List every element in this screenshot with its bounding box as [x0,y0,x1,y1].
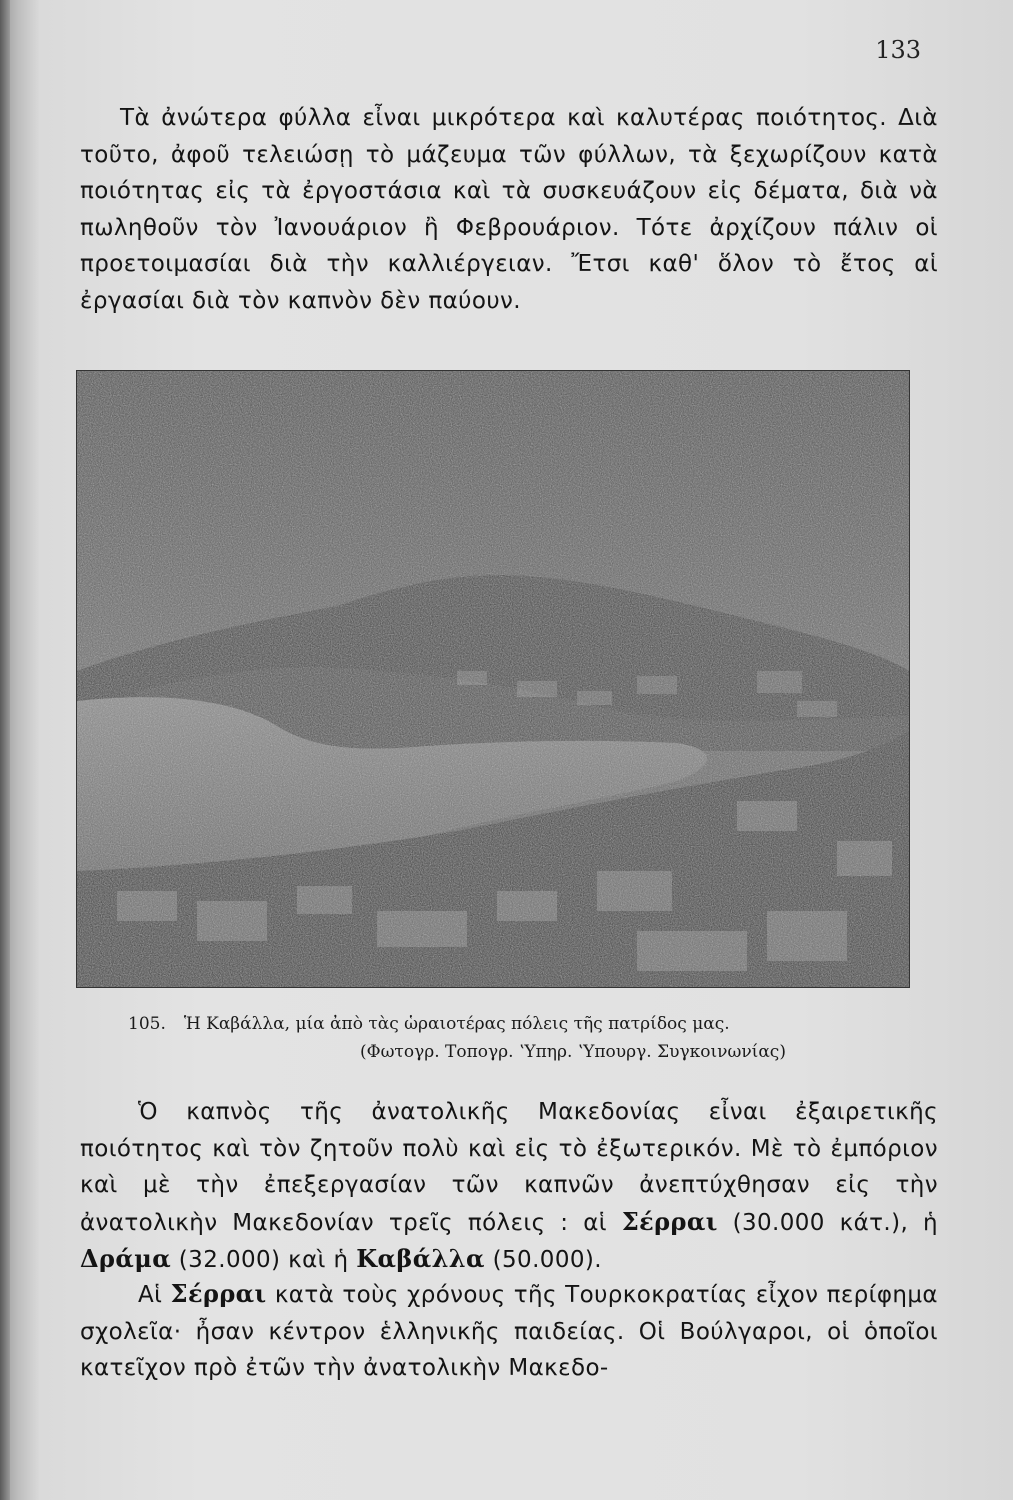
city-drama: Δράμα [80,1244,172,1273]
city-serrai-2: Σέρραι [170,1279,267,1308]
figure-number: 105. [128,1014,166,1034]
p3-text-2: κατὰ τοὺς χρόνους τῆς Τουρκοκρατίας εἶχον περίφημα σχολεῖα· ἦσαν κέντρον ἑλληνικῆς παιδείας. Οἱ Βούλγαροι, οἱ ὁποῖοι κατεῖχον πρὸ ἐτῶν τὴν ἀνατολικὴν Μακεδο- [80,1282,938,1381]
paragraph-macedonia-tobacco [80,1094,938,1279]
paragraph-serrai-schools [80,1276,938,1387]
p2-text-4: (50.000). [484,1247,602,1273]
caption-photo-credit: (Φωτογρ. Τοπογρ. ʽΥπηρ. ʽΥπουργ. Συγκοινωνίας) [360,1042,786,1062]
city-serrai: Σέρραι [621,1206,718,1236]
caption-line-1 [128,1010,918,1038]
paragraph-tobacco-leaves: Τὰ ἀνώτερα φύλλα εἶναι μικρότερα καὶ καλυτέρας ποιότητος. Διὰ τοῦτο, ἀφοῦ τελειώσῃ τὸ μάζευμα τῶν φύλλων, τὰ ξεχωρίζουν κατὰ ποιότητας εἰς τὰ ἐργοστάσια καὶ τὰ συσκευάζουν εἰς δέματα, διὰ νὰ πωληθοῦν τὸν Ἰανουάριον ἢ Φεβρουάριον. Τότε ἀρχίζουν πάλιν οἱ προετοιμασίαι διὰ τὴν καλλιέργειαν. Ἔτσι καθ' ὅλον τὸ ἔτος αἱ ἐργασίαι διὰ τὸν καπνὸν δὲν παύουν. [80,105,938,314]
page-number: 133 [875,36,921,64]
p2-text-1: Ὁ καπνὸς τῆς ἀνατολικῆς Μακεδονίας εἶναι ἐξαιρετικῆς ποιότητος καὶ τὸν ζητοῦν πολὺ καὶ εἰς τὸ ἐξωτερικόν. Μὲ τὸ ἐμπόριον καὶ μὲ τὴν ἐπεξεργασίαν τῶν καπνῶν ἀνεπτύχθησαν εἰς τὴν ἀνατολικὴν Μακεδονίαν τρεῖς πόλεις : αἱ [80,1099,938,1236]
figure-caption [128,1010,918,1066]
city-kavala: Καβάλλα [356,1244,485,1273]
caption-text: Ἡ Καβάλλα, μία ἀπὸ τὰς ὡραιοτέρας πόλεις τῆς πατρίδος μας. [183,1014,730,1034]
p3-text-1: Αἱ [138,1282,171,1308]
kavala-photograph [76,370,910,988]
book-spine-shadow [0,0,10,1500]
p2-text-3: (32.000) καὶ ἡ [171,1247,357,1273]
kavala-photo-image [77,371,909,987]
p2-text-2: (30.000 κάτ.), ἡ [717,1209,939,1236]
